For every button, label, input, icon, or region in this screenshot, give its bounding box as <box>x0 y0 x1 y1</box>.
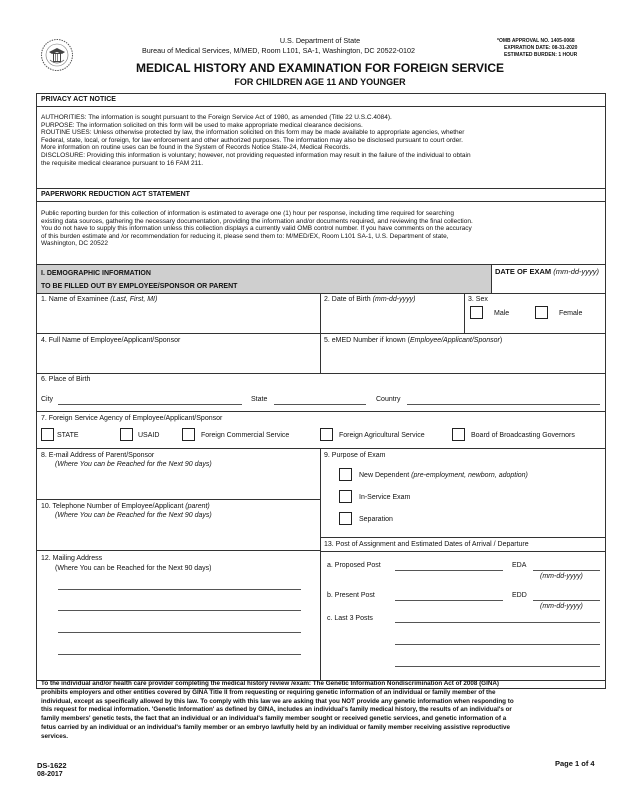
field-7-label: 7. Foreign Service Agency of Employee/Applicant/Sponsor <box>41 415 223 422</box>
last-3-posts-label: c. Last 3 Posts <box>327 615 373 622</box>
agency-fcs-checkbox[interactable] <box>182 428 195 441</box>
last-post-3-input[interactable] <box>395 666 600 667</box>
field-10-label: 10. Telephone Number of Employee/Applicant (parent) <box>41 503 210 510</box>
field-4-label: 4. Full Name of Employee/Applicant/Sponsor <box>41 337 181 344</box>
edd-format-hint: (mm-dd-yyyy) <box>540 603 583 610</box>
date-of-exam-label: DATE OF EXAM (mm-dd-yyyy) <box>495 267 600 276</box>
field-8-hint: (Where You can be Reached for the Next 90 days) <box>55 461 212 468</box>
edd-input[interactable] <box>533 600 600 601</box>
purpose-separation-label: Separation <box>359 516 393 523</box>
field-5-label: 5. eMED Number if known (Employee/Applicant/Sponsor) <box>324 337 503 344</box>
address-line-3[interactable] <box>58 632 301 633</box>
agency-bbg-checkbox[interactable] <box>452 428 465 441</box>
form-title: MEDICAL HISTORY AND EXAMINATION FOR FOREIGN SERVICE <box>135 61 505 75</box>
examinee-name-input[interactable] <box>40 306 316 330</box>
agency-fas-label: Foreign Agricultural Service <box>339 432 425 439</box>
omb-burden: ESTIMATED BURDEN: 1 HOUR <box>504 52 578 58</box>
field-9-label: 9. Purpose of Exam <box>324 452 386 459</box>
field-8-label: 8. E-mail Address of Parent/Sponsor <box>41 452 155 459</box>
state-input[interactable] <box>274 404 366 405</box>
country-input[interactable] <box>407 404 600 405</box>
page-number: Page 1 of 4 <box>555 759 595 768</box>
email-input[interactable] <box>40 472 316 496</box>
field-13-label: 13. Post of Assignment and Estimated Dates of Arrival / Departure <box>324 541 529 548</box>
form-number: DS-1622 <box>37 761 67 770</box>
section-title: I. DEMOGRAPHIC INFORMATION <box>41 270 151 277</box>
form-date: 08-2017 <box>37 771 63 778</box>
city-input[interactable] <box>58 404 242 405</box>
purpose-in-service-label: In-Service Exam <box>359 494 411 501</box>
edd-label: EDD <box>512 592 527 599</box>
purpose-separation-checkbox[interactable] <box>339 512 352 525</box>
proposed-post-input[interactable] <box>395 570 503 571</box>
omb-expiration: EXPIRATION DATE: 08-31-2020 <box>504 45 578 51</box>
paperwork-text: Public reporting burden for this collection of information is estimated to average one (1) hour per response, including time required for searching existing data sources, gathering the necessary documentation, providing the information and/or documents required, and reviewing the final collection. You do not have to supply this information unless this collection displays a currently valid OMB control number. If you have comments on the accuracy of this burden estimate and /or recommendation for reducing it, please send them to: M/MED/EX, Room L101 SA-1, U.S. Department of state, Washington, DC 20522 <box>41 210 473 248</box>
form-subtitle: FOR CHILDREN AGE 11 AND YOUNGER <box>234 77 406 87</box>
present-post-input[interactable] <box>395 600 503 601</box>
city-label: City <box>41 396 54 403</box>
field-1-label: 1. Name of Examinee (Last, First, MI) <box>41 296 158 303</box>
field-10-hint: (Where You can be Reached for the Next 90 days) <box>55 512 212 519</box>
privacy-heading: PRIVACY ACT NOTICE <box>41 96 116 103</box>
eda-label: EDA <box>512 562 527 569</box>
address-line-2[interactable] <box>58 610 301 611</box>
purpose-new-dependent-label: New Dependent (pre-employment, newborn, adoption) <box>359 472 528 479</box>
last-post-2-input[interactable] <box>395 644 600 645</box>
telephone-input[interactable] <box>40 522 316 546</box>
agency-state-label: STATE <box>57 432 79 439</box>
date-of-exam-input[interactable] <box>494 280 602 292</box>
field-2-label: 2. Date of Birth (mm-dd-yyyy) <box>324 296 416 303</box>
eda-input[interactable] <box>533 570 600 571</box>
sponsor-name-input[interactable] <box>40 347 316 371</box>
agency-bbg-label: Board of Broadcasting Governors <box>471 432 575 439</box>
purpose-in-service-checkbox[interactable] <box>339 490 352 503</box>
field-12-label: 12. Mailing Address <box>41 555 103 562</box>
last-post-1-input[interactable] <box>395 622 600 623</box>
address-line-1[interactable] <box>58 589 301 590</box>
gina-notice: To the individual and/or health care provider completing the medical history review /exam: The Genetic Information Nondiscrimination Act of 2008 (GINA) prohibits employers and other entities covered by GINA Title II from requesting or requiring genetic information of an individual or family member of the individual, except as specifically allowed by this law. To comply with this law we are asking that you NOT provide any genetic information when responding to this request for medical information. 'Genetic Information' as defined by GINA, includes an individual's family medical history, the results of an individual's or family members' genetic tests, the fact that an individual or an individual's family member sought or received genetic services, and genetic information of a fetus carried by an individual or an individual's family member or an embryo lawfully held by an individual or family member receiving assistive reproductive services. <box>41 680 514 740</box>
sex-female-checkbox[interactable] <box>535 306 548 319</box>
omb-approval: *OMB APPROVAL NO. 1405-0068 <box>497 38 575 44</box>
privacy-text: AUTHORITIES: The information is sought pursuant to the Foreign Service Act of 1980, as amended (Title 22 U.S.C.4084). PURPOSE: The information solicited on this form will be used to make appropriate medical clearance decisions. ROUTINE USES: Unless otherwise protected by law, the information solicited on this form may be made available to appropriate agencies, whether Federal, state, local, or foreign, for law enforcement and other authorized purposes. The information may also be disclosed pursuant to court order. More information on routine uses can be found in the System of Records Notice State-24, Medical Records. DISCLOSURE: Providing this information is voluntary; however, not providing requested information may result in the failure of the individual to obtain the requisite medical clearance pursuant to 16 FAM 211. <box>41 114 471 167</box>
female-label: Female <box>559 310 583 317</box>
purpose-new-dependent-checkbox[interactable] <box>339 468 352 481</box>
bureau-address: Bureau of Medical Services, M/MED, Room L101, SA-1, Washington, DC 20522-0102 <box>142 46 415 55</box>
agency-state-checkbox[interactable] <box>41 428 54 441</box>
agency-usaid-label: USAID <box>138 432 160 439</box>
male-label: Male <box>494 310 510 317</box>
proposed-post-label: a. Proposed Post <box>327 562 381 569</box>
country-label: Country <box>376 396 401 403</box>
eda-format-hint: (mm-dd-yyyy) <box>540 573 583 580</box>
dob-input[interactable] <box>323 306 461 330</box>
department-name: U.S. Department of State <box>279 36 361 45</box>
paperwork-heading: PAPERWORK REDUCTION ACT STATEMENT <box>41 191 190 198</box>
agency-fcs-label: Foreign Commercial Service <box>201 432 290 439</box>
field-3-label: 3. Sex <box>468 296 488 303</box>
sex-male-checkbox[interactable] <box>470 306 483 319</box>
emed-number-input[interactable] <box>323 347 601 371</box>
state-label: State <box>251 396 268 403</box>
field-6-label: 6. Place of Birth <box>41 376 91 383</box>
agency-fas-checkbox[interactable] <box>320 428 333 441</box>
address-line-4[interactable] <box>58 654 301 655</box>
agency-usaid-checkbox[interactable] <box>120 428 133 441</box>
section-subtitle: TO BE FILLED OUT BY EMPLOYEE/SPONSOR OR PARENT <box>41 283 238 290</box>
field-12-hint: (Where You can be Reached for the Next 90 days) <box>55 565 212 572</box>
present-post-label: b. Present Post <box>327 592 375 599</box>
